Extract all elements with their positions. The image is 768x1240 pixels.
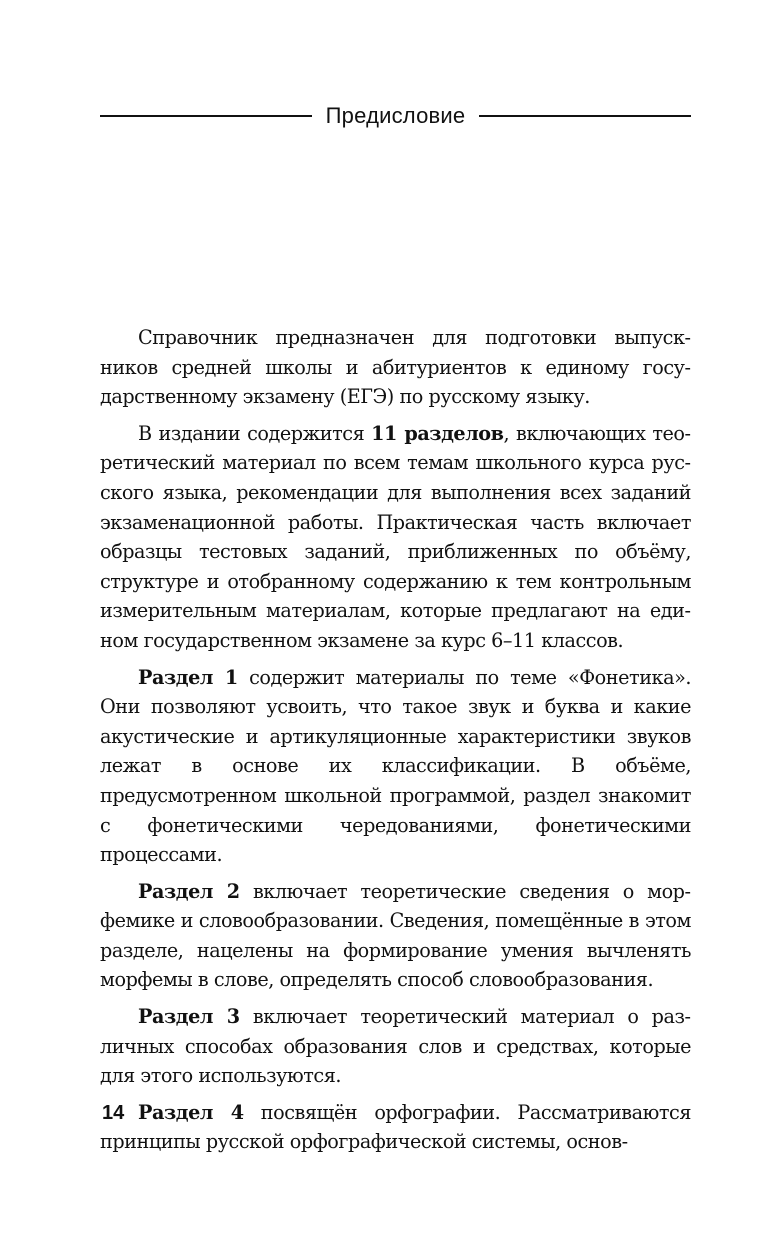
paragraph-3 [100, 663, 691, 870]
paragraph-1-text: Справочник предназначен для подготовки выпускников средней школы и абитуриентов к единому государственному экзамену (ЕГЭ) по русскому языку. [100, 326, 691, 409]
paragraph-2-pre: В издании содержится [138, 421, 372, 445]
paragraph-4-text: включает теоретические сведения о морфемике и словообразовании. Сведения, помещённые в этом разделе, нацелены на формирование умения вычленять морфемы в слове, определять способ словообразования. [100, 879, 692, 992]
paragraph-6-text: посвящён орфографии. Рассматриваются принципы русской орфографической системы, основ- [100, 1100, 691, 1154]
paragraph-2 [100, 419, 691, 656]
paragraph-5-text: включает теоретический материал о различных способах образования слов и средствах, которые для этого используются. [100, 1005, 692, 1088]
paragraph-2-bold: 11 разделов [371, 421, 504, 445]
header-rule-left [100, 115, 312, 117]
paragraph-5-lead: Раздел 3 [138, 1005, 240, 1029]
paragraph-6-lead: Раздел 4 [138, 1100, 244, 1124]
page-title: Предисловие [325, 103, 466, 128]
running-header [100, 101, 691, 131]
paragraph-5 [100, 1002, 691, 1091]
paragraph-3-text: содержит материалы по теме «Фонетика». Они позволяют усвоить, что такое звук и буква и какие акустические и артикуляционные характеристики звуков лежат в основе их классификации. В объёме, предусмотренном школьной программой, раздел знакомит с фонетическими чередованиями, фонетическими процессами. [100, 665, 692, 867]
page-number: 14 [102, 1102, 125, 1124]
paragraph-4 [100, 877, 691, 995]
paragraph-3-lead: Раздел 1 [138, 665, 238, 689]
header-rule-right [479, 115, 691, 117]
paragraph-4-lead: Раздел 2 [138, 879, 240, 903]
paragraph-1 [100, 323, 691, 412]
paragraph-6 [100, 1098, 691, 1157]
paragraph-2-text: , включающих теоретический материал по всем темам школьного курса русского языка, рекомендации для выполнения всех заданий экзаменационной работы. Практическая часть включает образцы тестовых заданий, приближенных по объёму, структуре и отобранному содержанию к тем контрольным измерительным материалам, которые предлагают на едином государственном экзамене за курс 6–11 классов. [100, 421, 691, 652]
body-text [100, 323, 691, 1164]
